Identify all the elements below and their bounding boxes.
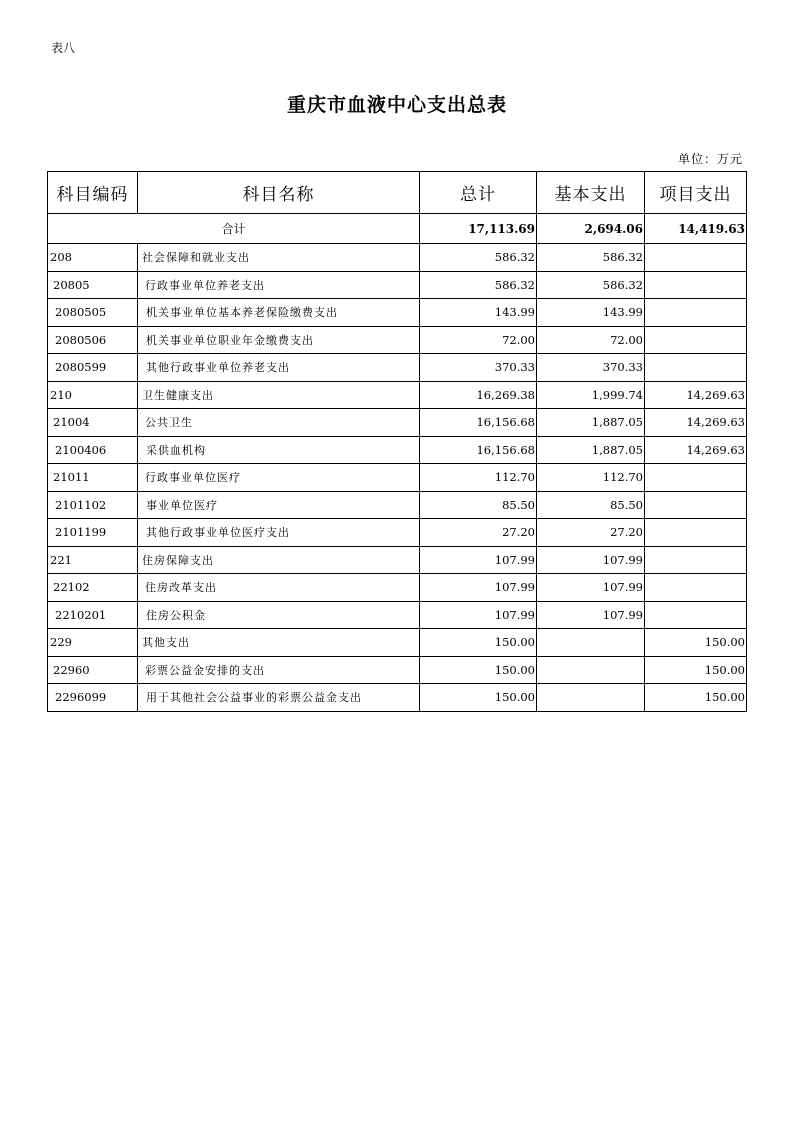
total-amount-cell: 370.33 (420, 354, 537, 382)
subject-name-cell: 彩票公益金安排的支出 (138, 656, 420, 684)
total-amount-cell: 107.99 (420, 546, 537, 574)
subject-name-cell: 机关事业单位基本养老保险缴费支出 (138, 299, 420, 327)
total-amount-cell: 16,269.38 (420, 381, 537, 409)
total-amount-cell: 107.99 (420, 601, 537, 629)
subject-code-cell: 22102 (48, 574, 138, 602)
table-row (48, 574, 747, 602)
total-amount: 17,113.69 (420, 214, 537, 244)
subject-name-cell: 住房保障支出 (138, 546, 420, 574)
basic-amount-cell: 27.20 (537, 519, 645, 547)
basic-amount-cell: 112.70 (537, 464, 645, 492)
total-amount-cell: 16,156.68 (420, 409, 537, 437)
subject-name-cell: 社会保障和就业支出 (138, 244, 420, 272)
subject-code-cell: 21011 (48, 464, 138, 492)
total-amount-cell: 586.32 (420, 244, 537, 272)
subject-name-cell: 用于其他社会公益事业的彩票公益金支出 (138, 684, 420, 712)
table-row (48, 684, 747, 712)
subject-name-cell: 行政事业单位养老支出 (138, 271, 420, 299)
project-amount-cell (645, 271, 747, 299)
table-row (48, 354, 747, 382)
subject-code-cell: 2100406 (48, 436, 138, 464)
subject-code-cell: 2080506 (48, 326, 138, 354)
project-amount-cell: 14,269.63 (645, 436, 747, 464)
subject-code-cell: 21004 (48, 409, 138, 437)
subject-code-cell: 20805 (48, 271, 138, 299)
subject-name-cell: 其他行政事业单位养老支出 (138, 354, 420, 382)
subject-code-cell: 2101102 (48, 491, 138, 519)
table-row (48, 299, 747, 327)
total-label: 合计 (48, 214, 420, 244)
subject-code-cell: 2080505 (48, 299, 138, 327)
project-amount-cell (645, 326, 747, 354)
subject-code-cell: 210 (48, 381, 138, 409)
table-row (48, 519, 747, 547)
basic-amount-cell: 1,887.05 (537, 436, 645, 464)
subject-code-cell: 2296099 (48, 684, 138, 712)
total-amount-cell: 143.99 (420, 299, 537, 327)
table-row (48, 271, 747, 299)
total-amount-cell: 85.50 (420, 491, 537, 519)
basic-amount-cell: 1,887.05 (537, 409, 645, 437)
header-total: 总计 (420, 172, 537, 214)
project-amount-cell (645, 574, 747, 602)
basic-amount-cell: 143.99 (537, 299, 645, 327)
total-amount-cell: 107.99 (420, 574, 537, 602)
subject-code-cell: 208 (48, 244, 138, 272)
project-amount-cell: 14,269.63 (645, 381, 747, 409)
project-amount-cell (645, 601, 747, 629)
basic-amount-cell: 586.32 (537, 244, 645, 272)
total-amount-cell: 586.32 (420, 271, 537, 299)
basic-amount-cell: 72.00 (537, 326, 645, 354)
table-row (48, 409, 747, 437)
basic-amount-cell: 107.99 (537, 574, 645, 602)
subject-name-cell: 住房公积金 (138, 601, 420, 629)
basic-amount-cell (537, 629, 645, 657)
project-amount-cell: 150.00 (645, 684, 747, 712)
basic-amount-cell (537, 656, 645, 684)
subject-name-cell: 行政事业单位医疗 (138, 464, 420, 492)
table-row (48, 546, 747, 574)
basic-amount-cell: 370.33 (537, 354, 645, 382)
project-amount-cell (645, 491, 747, 519)
total-amount-cell: 72.00 (420, 326, 537, 354)
subject-code-cell: 22960 (48, 656, 138, 684)
total-amount-cell: 27.20 (420, 519, 537, 547)
subject-name-cell: 卫生健康支出 (138, 381, 420, 409)
subject-name-cell: 机关事业单位职业年金缴费支出 (138, 326, 420, 354)
basic-amount-cell: 107.99 (537, 546, 645, 574)
project-amount-cell (645, 299, 747, 327)
header-basic-expenditure: 基本支出 (537, 172, 645, 214)
table-row (48, 601, 747, 629)
unit-label: 单位：万元 (677, 152, 743, 166)
total-row (48, 214, 747, 244)
table-row (48, 656, 747, 684)
header-subject-name: 科目名称 (138, 172, 420, 214)
table-row (48, 464, 747, 492)
project-amount-cell (645, 244, 747, 272)
subject-code-cell: 229 (48, 629, 138, 657)
table-header-row (48, 172, 747, 214)
project-amount-cell (645, 546, 747, 574)
basic-amount-cell: 1,999.74 (537, 381, 645, 409)
total-project-amount: 14,419.63 (645, 214, 747, 244)
subject-code-cell: 2080599 (48, 354, 138, 382)
subject-name-cell: 公共卫生 (138, 409, 420, 437)
subject-code-cell: 221 (48, 546, 138, 574)
page-title: 重庆市血液中心支出总表 (286, 94, 507, 116)
table-row (48, 629, 747, 657)
project-amount-cell: 150.00 (645, 629, 747, 657)
project-amount-cell (645, 464, 747, 492)
total-amount-cell: 150.00 (420, 629, 537, 657)
table-row (48, 381, 747, 409)
total-amount-cell: 112.70 (420, 464, 537, 492)
header-subject-code: 科目编码 (48, 172, 138, 214)
table-row (48, 491, 747, 519)
subject-code-cell: 2101199 (48, 519, 138, 547)
project-amount-cell (645, 519, 747, 547)
project-amount-cell (645, 354, 747, 382)
expenditure-table (47, 171, 747, 712)
subject-name-cell: 住房改革支出 (138, 574, 420, 602)
subject-name-cell: 其他行政事业单位医疗支出 (138, 519, 420, 547)
table-row (48, 244, 747, 272)
total-amount-cell: 150.00 (420, 684, 537, 712)
project-amount-cell: 14,269.63 (645, 409, 747, 437)
basic-amount-cell (537, 684, 645, 712)
table-row (48, 326, 747, 354)
basic-amount-cell: 85.50 (537, 491, 645, 519)
table-row (48, 436, 747, 464)
project-amount-cell: 150.00 (645, 656, 747, 684)
basic-amount-cell: 586.32 (537, 271, 645, 299)
header-project-expenditure: 项目支出 (645, 172, 747, 214)
subject-code-cell: 2210201 (48, 601, 138, 629)
total-amount-cell: 16,156.68 (420, 436, 537, 464)
total-basic-amount: 2,694.06 (537, 214, 645, 244)
subject-name-cell: 其他支出 (138, 629, 420, 657)
subject-name-cell: 事业单位医疗 (138, 491, 420, 519)
total-amount-cell: 150.00 (420, 656, 537, 684)
document-label: 表八 (51, 41, 76, 55)
basic-amount-cell: 107.99 (537, 601, 645, 629)
subject-name-cell: 采供血机构 (138, 436, 420, 464)
